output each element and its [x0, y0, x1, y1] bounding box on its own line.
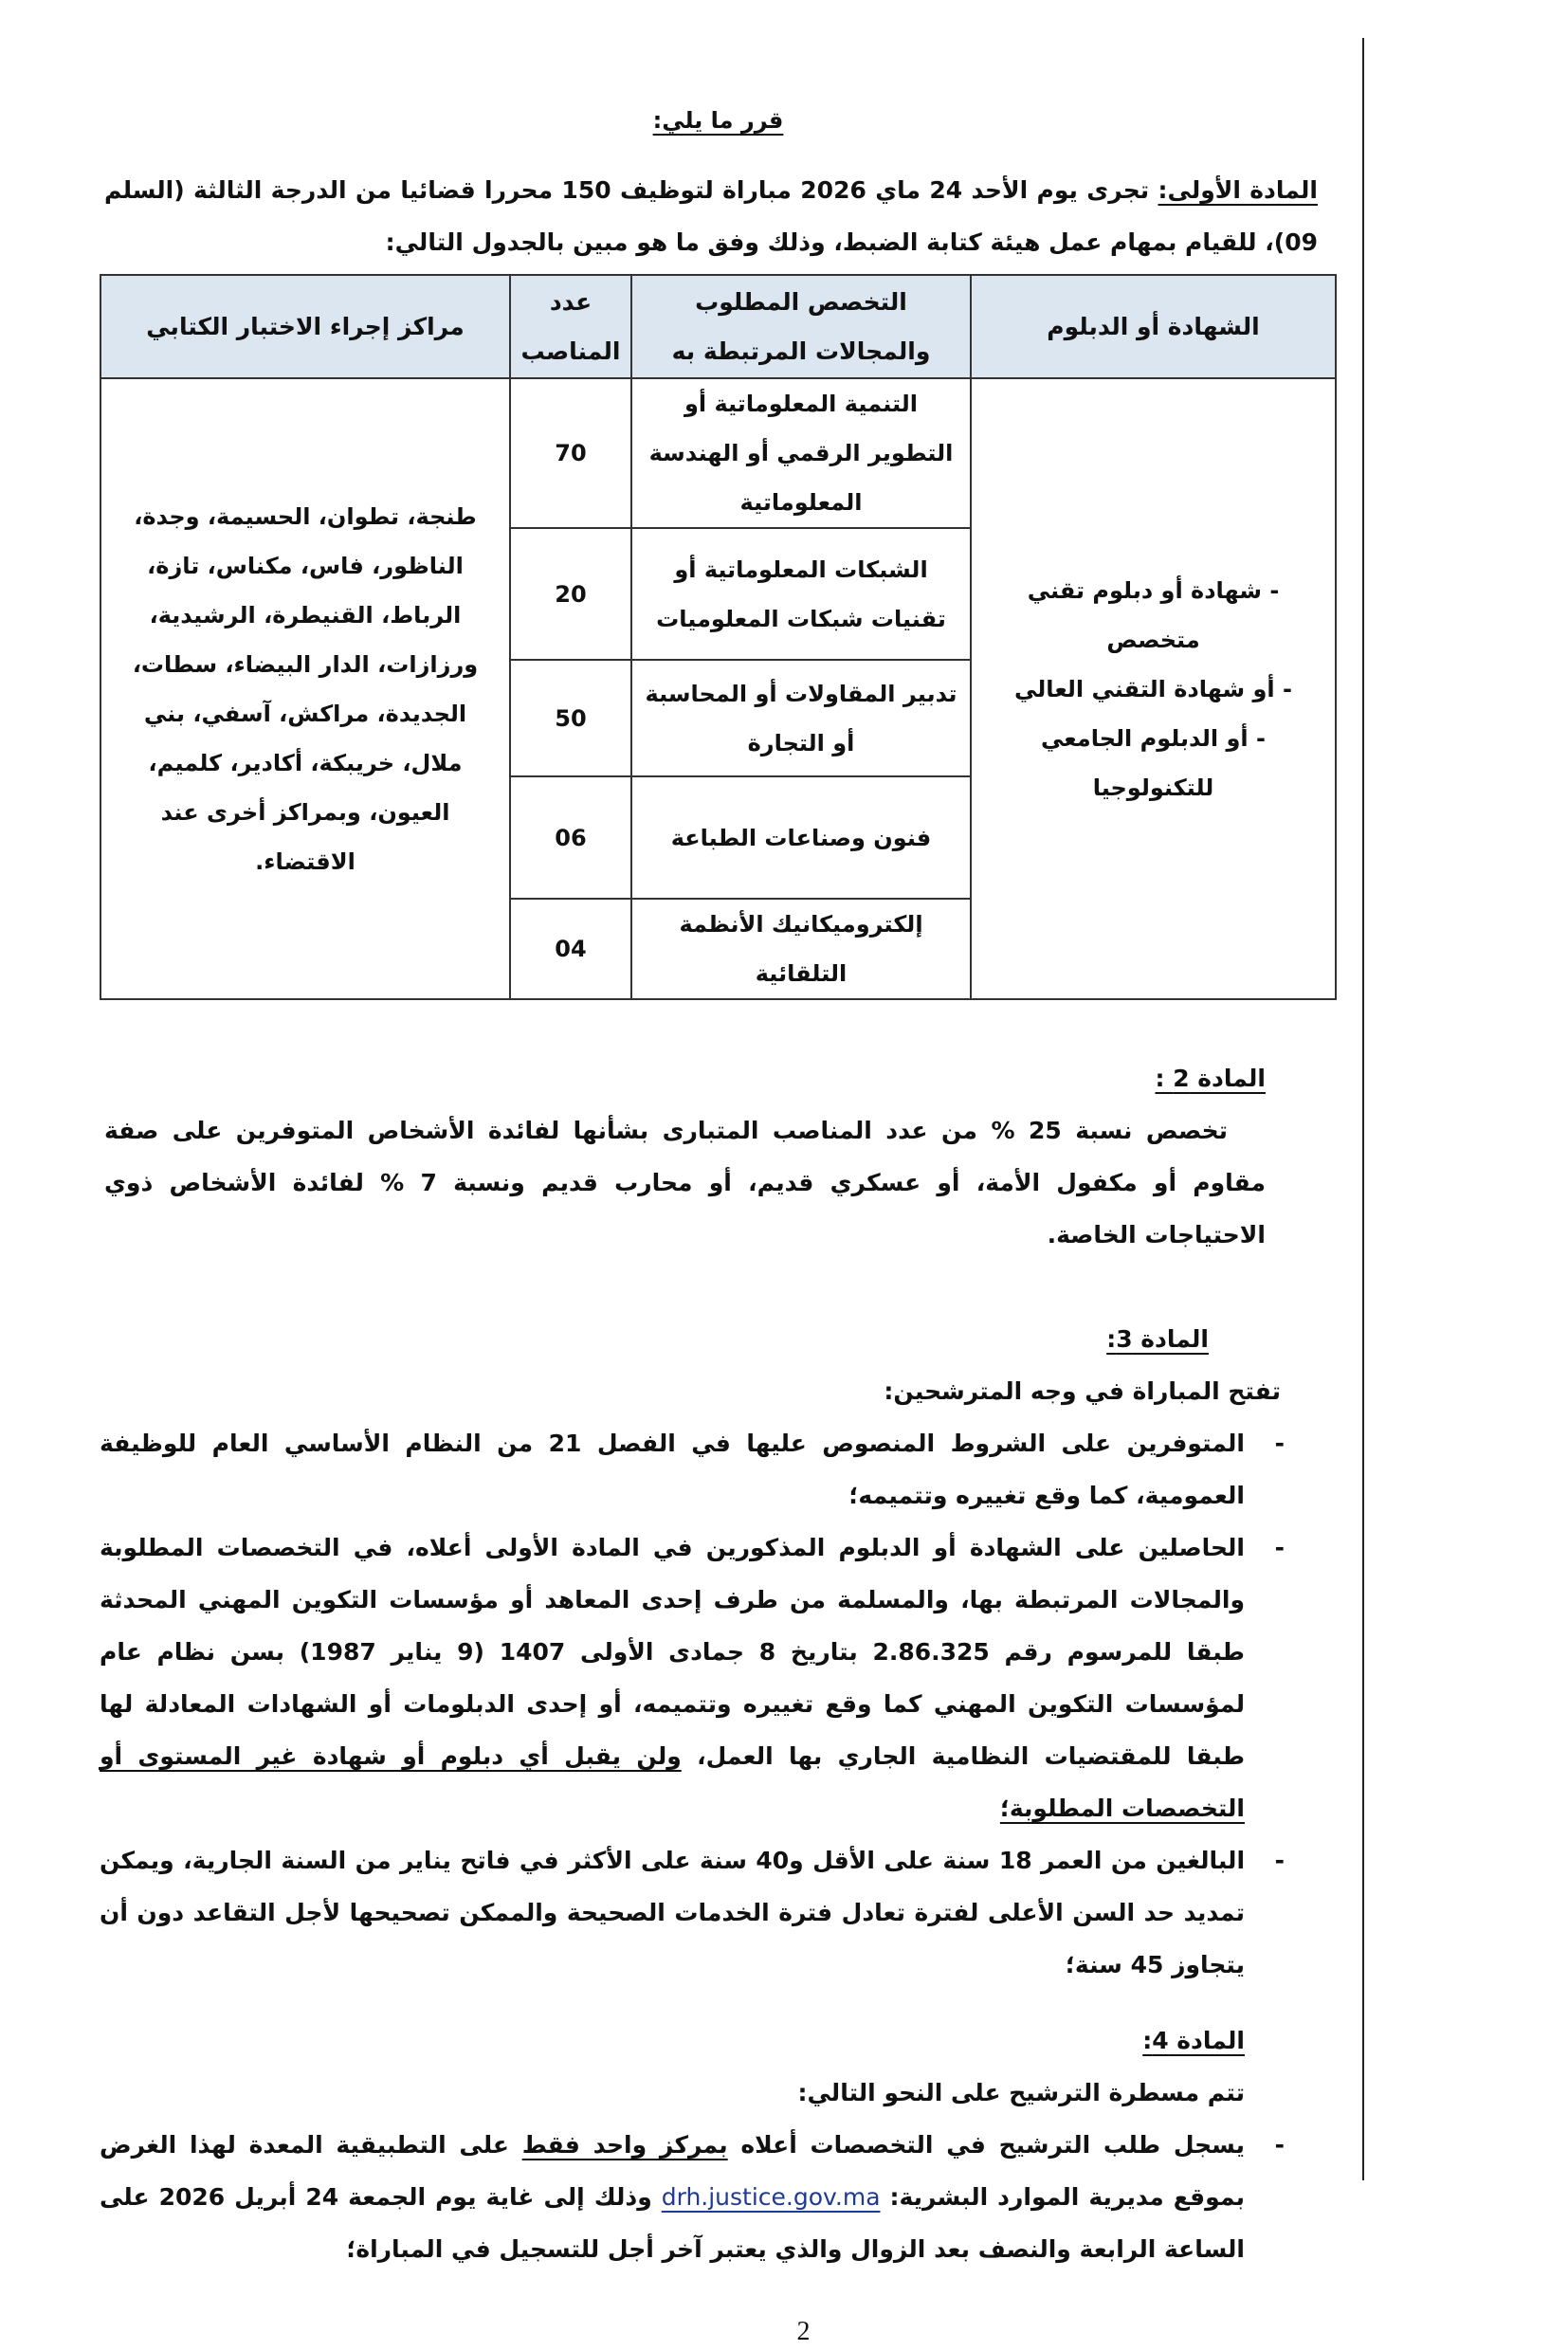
article-4-intro: تتم مسطرة الترشيح على النحو التالي: [797, 2079, 1245, 2106]
article-1-label: المادة الأولى: [1158, 176, 1318, 204]
page-number: 2 [796, 2317, 811, 2346]
posts-cell: 20 [510, 528, 631, 660]
bullet-text: الحاصلين على الشهادة أو الدبلوم المذكورين في المادة الأولى أعلاه، في التخصصات المطلوبة والمجالات المرتبطة بها، والمسلمة من طرف إحدى المعاهد أو مؤسسات التكوين المهني المحدثة طبقا للمرسوم رقم 2.86.325 بتاريخ 8 جمادى الأولى 1407 (9 يناير 1987) بسن نظام عام لمؤسسات التكوين المهني كما وقع تغييره وتتميمه، أو إحدى الدبلومات أو الشهادات المعادلة لها طبقا للمقتضيات النظامية الجاري بها العمل، [100, 1534, 1246, 1770]
table-row [100, 378, 1336, 528]
diploma-cell [971, 378, 1336, 999]
page-content [100, 95, 1337, 2351]
header-posts: عدد المناصب [510, 275, 631, 378]
hr-website-link[interactable]: drh.justice.gov.ma [661, 2183, 881, 2211]
posts-cell: 04 [510, 899, 631, 999]
decree-heading: قرر ما يلي: [652, 107, 784, 134]
bullet-text: المتوفرين على الشروط المنصوص عليها في الفصل 21 من النظام الأساسي العام للوظيفة العمومية، كما وقع تغييره وتتميمه؛ [100, 1430, 1245, 1509]
header-diploma: الشهادة أو الدبلوم [971, 275, 1336, 378]
article-1 [100, 164, 1337, 268]
specialty-cell: التنمية المعلوماتية أو التطوير الرقمي أو الهندسة المعلوماتية [631, 378, 971, 528]
posts-cell: 06 [510, 776, 631, 899]
article-2-label: المادة 2 : [1155, 1065, 1266, 1092]
posts-cell: 50 [510, 660, 631, 776]
bullet-underlined-text: بمركز واحد فقط [521, 2131, 728, 2159]
list-item [100, 1417, 1285, 1522]
article-2-text: تخصص نسبة 25 % من عدد المناصب المتبارى بشأنها لفائدة الأشخاص المتوفرين على صفة مقاوم أو مكفول الأمة، أو عسكري قديم، أو محارب قديم ونسبة 7 % لفائدة الأشخاص ذوي الاحتياجات الخاصة. [104, 1117, 1266, 1248]
posts-cell: 70 [510, 378, 631, 528]
bullet-text: البالغين من العمر 18 سنة على الأقل و40 سنة على الأكثر في فاتح يناير من السنة الجارية، ويمكن تمديد حد السن الأعلى لفترة تعادل فترة الخدمات الصحيحة والممكن تصحيحها لأجل التقاعد دون أن يتجاوز 45 سنة؛ [100, 1847, 1246, 1978]
specialty-cell: الشبكات المعلوماتية أو تقنيات شبكات المعلوميات [631, 528, 971, 660]
article-3-intro: تفتح المباراة في وجه المترشحين: [884, 1377, 1281, 1405]
diploma-line: - أو شهادة التقني العالي [1014, 675, 1292, 702]
header-centers: مراكز إجراء الاختبار الكتابي [100, 275, 510, 378]
bullet-text: يسجل طلب الترشيح في التخصصات أعلاه [727, 2131, 1245, 2159]
bullet-dash: - [1274, 1430, 1285, 1457]
bullet-text: وذلك إلى غاية يوم الجمعة 24 أبريل 2026 على الساعة الرابعة والنصف بعد الزوال والذي يعتبر آخر أجل للتسجيل في المباراة؛ [100, 2183, 1245, 2263]
table-header-row [100, 275, 1336, 378]
article-4 [100, 2014, 1337, 2275]
margin-rule [1362, 38, 1364, 2180]
specialty-cell: تدبير المقاولات أو المحاسبة أو التجارة [631, 660, 971, 776]
bullet-dash: - [1274, 2131, 1285, 2159]
list-item [100, 1522, 1285, 1834]
positions-table [100, 274, 1337, 1000]
bullet-underlined-text: ولن يقبل أي دبلوم أو شهادة غير المستوى أو التخصصات المطلوبة؛ [100, 1742, 1245, 1822]
header-specialty: التخصص المطلوب والمجالات المرتبطة به [631, 275, 971, 378]
specialty-cell: فنون وصناعات الطباعة [631, 776, 971, 899]
article-1-text: تجرى يوم الأحد 24 ماي 2026 مباراة لتوظيف 150 محررا قضائيا من الدرجة الثالثة (السلم 09)، للقيام بمهام عمل هيئة كتابة الضبط، وذلك وفق ما هو مبين بالجدول التالي: [104, 176, 1318, 256]
article-3-label: المادة 3: [1106, 1325, 1209, 1353]
article-3 [100, 1313, 1337, 1991]
article-4-label: المادة 4: [1142, 2027, 1245, 2054]
bullet-dash: - [1274, 1534, 1285, 1561]
article-2 [100, 1052, 1337, 1261]
centers-cell: طنجة، تطوان، الحسيمة، وجدة، الناظور، فاس، مكناس، تازة، الرباط، القنيطرة، الرشيدية، ورزازات، الدار البيضاء، سطات، الجديدة، مراكش، آسفي، بني ملال، خريبكة، أكادير، كلميم، العيون، وبمراكز أخرى عند الاقتضاء. [100, 378, 510, 999]
bullet-dash: - [1274, 1847, 1285, 1874]
diploma-line: - أو الدبلوم الجامعي للتكنولوجيا [1041, 724, 1266, 801]
diploma-line: - شهادة أو دبلوم تقني متخصص [1027, 576, 1280, 653]
bullet-text: على التطبيقية المعدة لهذا الغرض بموقع مديرية الموارد البشرية: [100, 2131, 1246, 2211]
list-item [100, 1834, 1285, 1991]
specialty-cell: إلكتروميكانيك الأنظمة التلقائية [631, 899, 971, 999]
list-item [100, 2119, 1285, 2275]
